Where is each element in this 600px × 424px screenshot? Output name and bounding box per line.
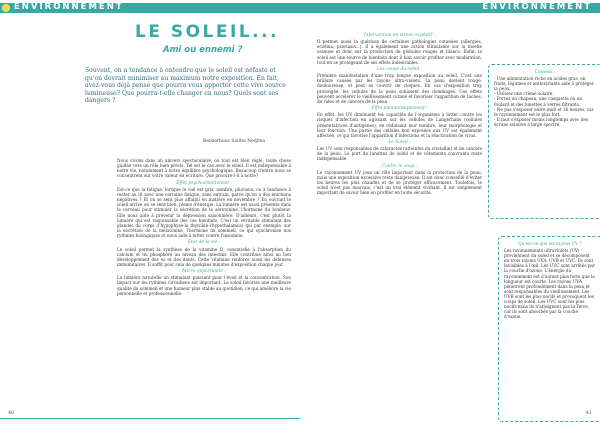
right-page xyxy=(300,0,600,424)
author-byline: Benzerbouz Salihu Nedjma xyxy=(203,139,266,144)
tip-item: - Il faut s'exposer moins longtemps avec des écrans solaires à large spectre. xyxy=(494,116,588,127)
section-band xyxy=(300,3,600,13)
section-heading: Le Soleil : xyxy=(388,139,411,145)
intro-paragraph: Nous vivons dans un univers spectaculaire, où tout est bien réglé, toute chose guidée vers un rôle bien précis. Tel est le cas avec le soleil. Il est indispensable à notre vie, notamment à notre équilibre psychologique. Beaucoup d'entre nous se concentrent sur votre valeur en écriture. Que procure-t-il à notre? xyxy=(117,158,291,179)
article-lead: Souvent, on a tendance à entendre que le soleil est néfaste et qu'on devrait minimiser au maximum notre exposition. En fait, avez-vous déjà pensé que pourra vous apporter cette vive source lumineuse? Que pourra-t-elle changer en nous? Quels sont ses dangers ? xyxy=(85,67,286,105)
tip-item: - Une alimentation riche en acides gras, en fruits, légumes et antioxydants aide à protéger la peau. xyxy=(494,76,594,92)
section-heading: Etat de la vie : xyxy=(187,240,221,246)
sun-icon xyxy=(2,4,10,12)
tips-title: Conseils : xyxy=(534,69,556,74)
section-text: Le soleil permet la synthèse de la vitamine D, essentielle à l'absorption du calcium et du phosphore au niveau des intestins. Elle contribue ainsi au bon développement des os et des dents. Cette vitamine renforce aussi les défenses immunitaires. Il suffit pour cela de quelques minutes d'exposition chaque jour. xyxy=(117,246,291,267)
section-heading: Contre le coup : xyxy=(381,163,418,169)
section-heading: Effet psychoémotionnel : xyxy=(176,180,232,186)
section-text: Première manifestation d'une trop longue exposition au soleil. C'est une brûlure causée par les rayons ultra-violets. La peau devient rouge, douloureuse, et peut se couvrir de cloques. En cas d'exposition trop prolongée, les cellules de la peau subissent des dommages. Ces effets peuvent accélérer le vieillissement cutané et favoriser l'apparition de taches, de rides et de cancers de la peau. xyxy=(317,73,482,104)
section-heading: Intervention en stress oxydatif : xyxy=(363,33,436,38)
section-text: En effet, les UV diminuent les capacités de l'organisme à lutter contre les risques d'infection en agissant sur les cellules de Langerhans (cellules présentatrices d'antigènes), en réduisant leur nombre, leur morphologie et leur fonction. Une partie des cellules non exposées aux UV est également affectée, ce qui favorise l'apparition d'infections et la réactivation de virus. xyxy=(317,112,482,138)
section-heading: Effet immunosuppressif : xyxy=(371,106,428,112)
article-subtitle: Ami ou ennemi ? xyxy=(163,45,243,55)
article-title: LE SOLEIL... xyxy=(135,22,280,42)
section-heading: Micro-opportunité : xyxy=(182,269,226,275)
section-heading: Les coups du soleil : xyxy=(376,66,423,72)
right-column xyxy=(317,31,482,196)
section-text: Les UV sont responsables de cataractes (atteintes du cristallin) et de cancers de la peau. Le port de lunettes de soleil et de vêtements couvrants reste indispensable. xyxy=(317,146,482,162)
section-text: Il permet aussi la guérison de certaines pathologies cutanées (allergies, eczéma, psoriasis...). Il a également une action stimulante sur la moelle osseuse et donc sur la production de globules rouges et blancs. Enfin, le soleil est une source de bienfaits dont il faut savoir profiter avec modération, tout en se protégeant de ses effets indésirables. xyxy=(317,39,482,65)
section-text: Le rayonnement UV joue un rôle important dans la protection de la peau, mais une exposition excessive reste dangereuse. Il est donc conseillé d'éviter les heures les plus chaudes et de se protéger efficacement. Toutefois, le soleil n'est pas mauvais, c'est un vrai élément vivifiant. Il est simplement important de savoir bien en profiter en toute sécurité. xyxy=(317,169,482,196)
section-label: ENVIRONNEMENT xyxy=(14,2,124,12)
tip-item: - Ne pas s'exposer entre midi et 16 heures, car le rayonnement est le plus fort. xyxy=(494,106,594,117)
section-label: ENVIRONNEMENT xyxy=(482,2,592,12)
tips-box xyxy=(488,64,600,219)
page-number: 41 xyxy=(585,410,592,416)
tip-item: - Utilisez une crème solaire. xyxy=(494,91,554,97)
page-number: 40 xyxy=(8,410,15,416)
uv-box-title: Qu'est-ce que les rayons UV ? xyxy=(518,241,582,246)
footer-rule xyxy=(0,418,300,419)
uv-info-box xyxy=(498,236,600,422)
uv-box-text: Les rayonnements ultraviolets (UV) proviennent du soleil et se décomposent en trois rayons UVA, UVB et UVC. Ils sont invisibles à l'œil. Les UVC sont arrêtés par la couche d'ozone. L'énergie du rayonnement est d'autant plus forte que la longueur est courte. Les rayons UVA pénètrent profondément dans la peau et sont responsables du vieillissement. Les UVB sont les plus nocifs et provoquent les coups de soleil. Les UVC sont les plus nocifs mais ils n'atteignent pas la Terre, car ils sont absorbés par la couche d'ozone. xyxy=(504,248,596,320)
tip-item: - Portez un chapeau, une casquette ou un foulard et des lunettes à verres filtrants. xyxy=(494,96,583,107)
section-band xyxy=(0,3,300,13)
section-text: La lumière naturelle un stimulant puissant pour l'éveil et la concentration. Son impact sur les rythmes circadiens est important. Le soleil favorise une meilleure qualité du sommeil et une humeur plus stable au quotidien, ce qui améliore la vie personnelle et professionnelle. xyxy=(117,275,291,296)
left-column xyxy=(117,158,291,296)
section-text: Est-ce que la fatigue, lorsque le ciel est gris, sombre, pluvieux, ou à tendance à rester au lit avec une certaine fatigue, sans entrain, parce qu'on a des émotions négatives ? Et on se sent plus affaibli en matière en novembre ? En ouvrant le soleil arrive on se sent bien, pleins d'énergie. La lumière est aussi présente dans le cerveau pour stimuler la sécrétion de la sérotonine, l'hormone du bonheur. Elle nous aide à prévenir la dépression saisonnière. D'ailleurs, c'est plutôt la lumière qui est responsable des ces bienfaits. C'est un véritable stimulant des glandes du corps (l'hypophyse-la thyroïde-l'hypothalamus) qui par exemple, sur la sécrétion de la mélatonine, l'hormone du sommeil, ce qui synchronise nos rythmes biologiques et nous aide à lutter contre l'insomnie. xyxy=(117,186,291,239)
